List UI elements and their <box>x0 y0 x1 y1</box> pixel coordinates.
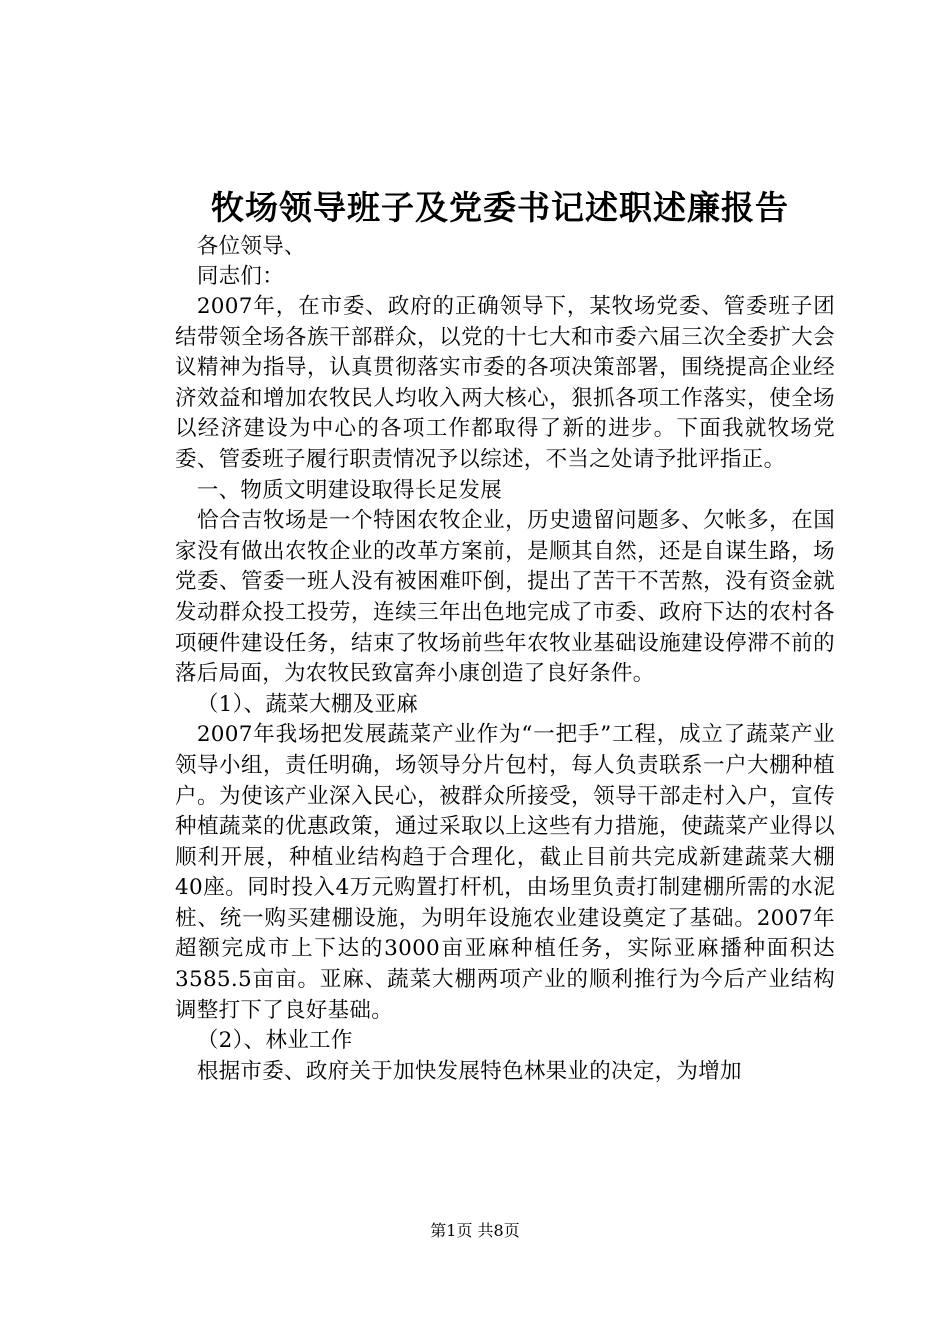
document-body <box>175 184 835 1087</box>
body-paragraph: 2007年，在市委、政府的正确领导下，某牧场党委、管委班子团结带领全场各族干部群众，以党的十七大和市委六届三次全委扩大会议精神为指导，认真贯彻落实市委的各项决策部署，围绕提高企业经济效益和增加农牧民人均收入两大核心，狠抓各项工作落实，使全场以经济建设为中心的各项工作都取得了新的进步。下面我就牧场党委、管委班子履行职责情况予以综述，不当之处请予批评指正。 <box>175 294 835 472</box>
body-paragraph: 根据市委、政府关于加快发展特色林果业的决定，为增加 <box>196 1058 742 1084</box>
body-paragraph: 恰合吉牧场是一个特困农牧企业，历史遗留问题多、欠帐多，在国家没有做出农牧企业的改革方案前，是顺其自然，还是自谋生路，场党委、管委一班人没有被困难吓倒，提出了苦干不苦熬，没有资金就发动群众投工投劳，连续三年出色地完成了市委、政府下达的农村各项硬件建设任务，结束了牧场前些年农牧业基础设施建设停滞不前的落后局面，为农牧民致富奔小康创造了良好条件。 <box>175 508 835 687</box>
salutation-line-1: 各位领导、 <box>196 234 306 259</box>
page-number: 第1页 共8页 <box>430 1221 520 1240</box>
subsection-heading: （2）、林业工作 <box>196 1028 353 1054</box>
salutation <box>175 262 835 292</box>
document-title: 牧场领导班子及党委书记述职述廉报告 <box>211 188 789 227</box>
page-footer <box>0 1218 950 1241</box>
section-heading: 一、物质文明建设取得长足发展 <box>196 477 503 503</box>
salutation-line-2: 同志们： <box>196 264 285 289</box>
salutation <box>175 232 835 262</box>
body-paragraph: 2007年我场把发展蔬菜产业作为“一把手”工程，成立了蔬菜产业领导小组，责任明确，场领导分片包村，每人负责联系一户大棚种植户。为使该产业深入民心，被群众所接受，领导干部走村入户，宣传种植蔬菜的优惠政策，通过采取以上这些有力措施，使蔬菜产业得以顺利开展，种植业结构趋于合理化，截止目前共完成新建蔬菜大棚40座。同时投入4万元购置打杆机，由场里负责打制建棚所需的水泥桩、统一购买建棚设施，为明年设施农业建设奠定了基础。2007年超额完成市上下达的3000亩亚麻种植任务，实际亚麻播种面积达3585.5亩亩。亚麻、蔬菜大棚两项产业的顺利推行为今后产业结构调整打下了良好基础。 <box>175 722 835 1023</box>
subsection-heading: （1）、蔬菜大棚及亚麻 <box>196 691 419 717</box>
